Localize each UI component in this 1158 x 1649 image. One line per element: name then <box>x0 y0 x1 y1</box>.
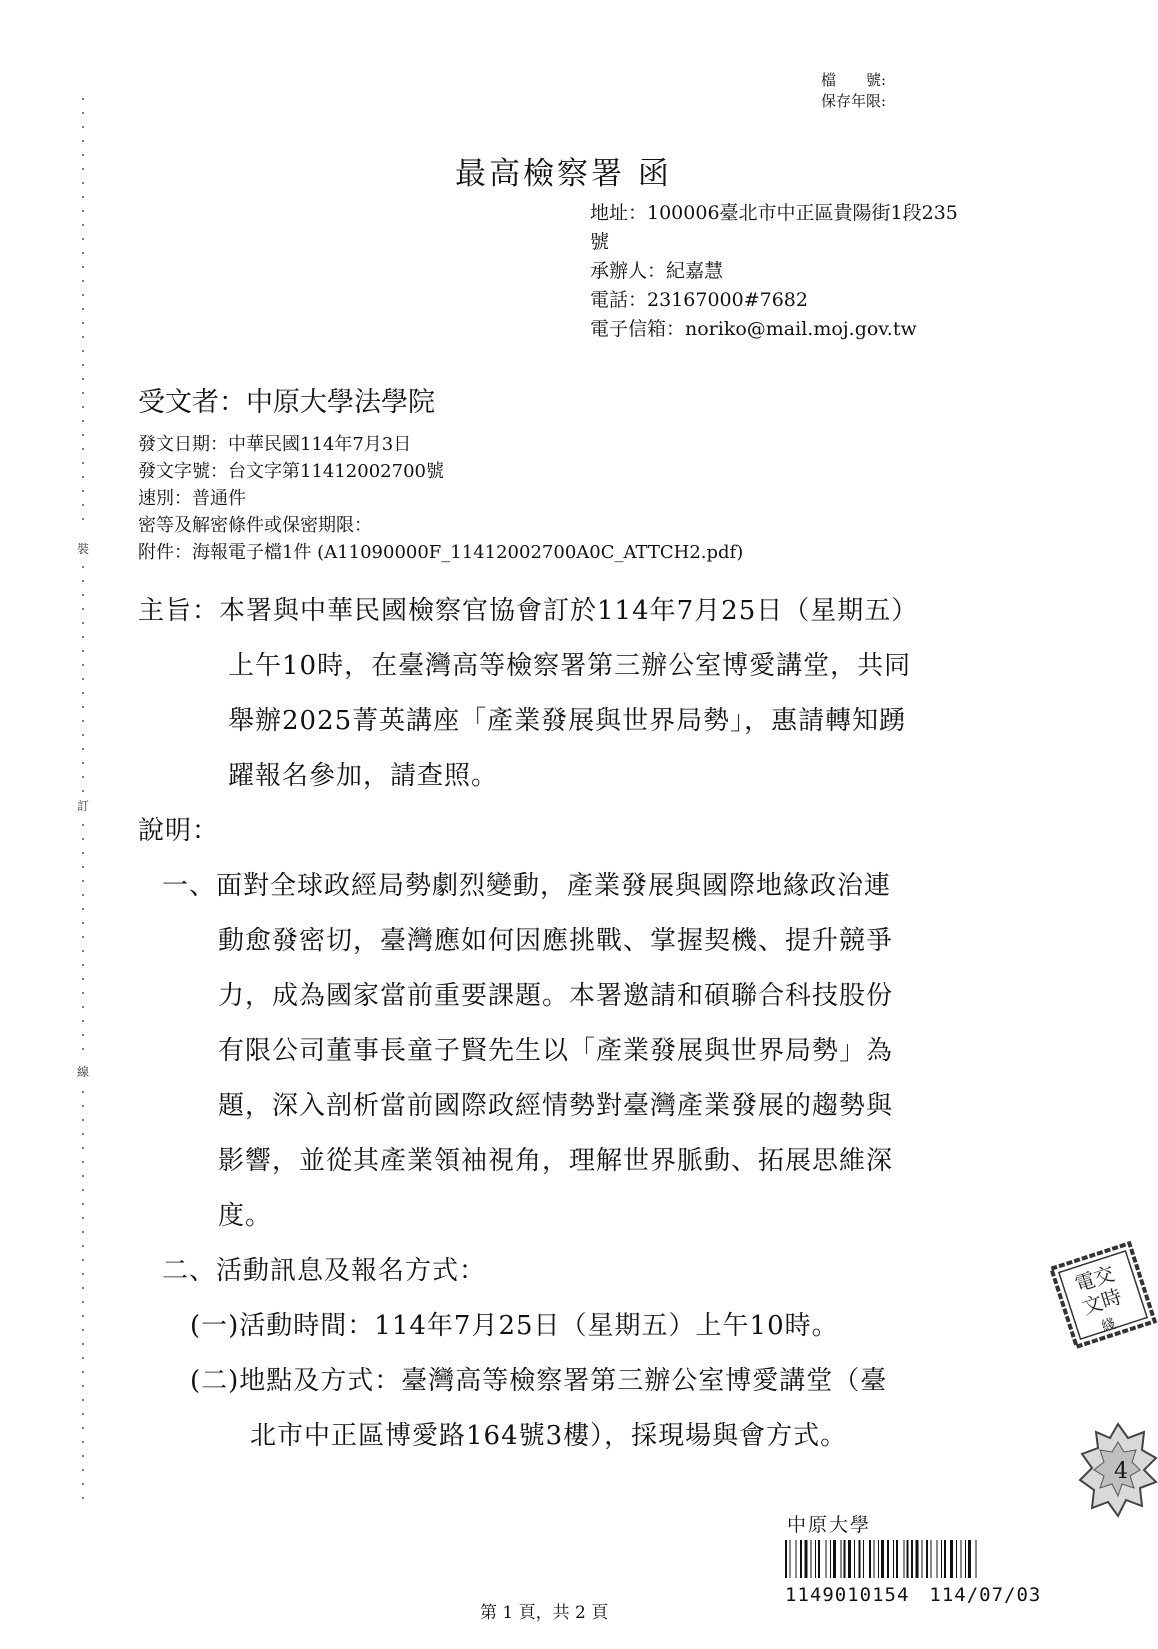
item1-line-5: 題，深入剖析當前國際政經情勢對臺灣產業發展的趨勢與 <box>218 1091 894 1121</box>
contact-handler: 承辦人：紀嘉慧 <box>590 260 724 282</box>
item1-line-2: 動愈發密切，臺灣應如何因應挑戰、掌握契機、提升競爭 <box>218 926 894 956</box>
staple-mark: 訂 <box>77 799 90 813</box>
item1-line-3: 力，成為國家當前重要課題。本署邀請和碩聯合科技股份 <box>218 981 894 1011</box>
item2-sub1: (一)活動時間：114年7月25日（星期五）上午10時。 <box>190 1311 839 1341</box>
subject-line-2: 上午10時，在臺灣高等檢察署第三辦公室博愛講堂，共同 <box>228 651 912 681</box>
subject-line-4: 躍報名參加，請查照。 <box>228 761 499 791</box>
binding-line-top <box>82 92 84 532</box>
item2-sub2-line-1: (二)地點及方式：臺灣高等檢察署第三辦公室博愛講堂（臺 <box>190 1366 888 1396</box>
issue-date: 發文日期：中華民國114年7月3日 <box>138 434 412 455</box>
document-title: 最高檢察署 函 <box>455 156 672 192</box>
barcode-number: 1149010154 114/07/03 <box>785 1584 1042 1606</box>
classification: 密等及解密條件或保密期限： <box>138 515 372 536</box>
document-number: 發文字號：台文字第11412002700號 <box>138 461 444 482</box>
binding-line-middle <box>82 560 84 792</box>
cut-line-mark: 線 <box>77 1065 90 1079</box>
subject-line-3: 舉辦2025菁英講座「產業發展與世界局勢」，惠請轉知踴 <box>228 706 907 736</box>
receiving-organization: 中原大學 <box>787 1514 872 1536</box>
contact-address-line2: 號 <box>590 231 610 253</box>
svg-text:文時: 文時 <box>1079 1284 1125 1320</box>
page-footer: 第 1 頁，共 2 頁 <box>480 1603 609 1623</box>
attachment: 附件：海報電子檔1件 (A11090000F_11412002700A0C_ATTCH2.pdf) <box>138 542 744 563</box>
contact-email: 電子信箱：noriko@mail.moj.gov.tw <box>590 318 917 340</box>
item2-sub2-line-2: 北市中正區博愛路164號3樓），採現場與會方式。 <box>250 1421 848 1451</box>
subject-line-1: 主旨：本署與中華民國檢察官協會訂於114年7月25日（星期五） <box>138 596 919 626</box>
recipient: 受文者：中原大學法學院 <box>138 387 435 418</box>
file-labels <box>802 70 886 112</box>
barcode <box>785 1540 1030 1578</box>
retention-period-label: 保存年限: <box>820 92 886 110</box>
svg-text:電交: 電交 <box>1071 1261 1118 1297</box>
binding-line-bottom <box>82 1085 84 1505</box>
electronic-exchange-seal <box>1046 1238 1158 1351</box>
svg-text:綫: 綫 <box>1099 1315 1118 1336</box>
page-number-stamp-text: 4 <box>1114 1459 1128 1484</box>
page-number-stamp <box>1078 1420 1158 1520</box>
binding-mark: 裝 <box>77 542 90 556</box>
item1-line-7: 度。 <box>218 1201 273 1231</box>
contact-address-line1: 地址：100006臺北市中正區貴陽街1段235 <box>590 202 958 224</box>
item1-line-4: 有限公司董事長童子賢先生以「產業發展與世界局勢」為 <box>218 1036 894 1066</box>
delivery-speed: 速別：普通件 <box>138 488 246 509</box>
binding-line-lower <box>82 818 84 1058</box>
file-number-label: 檔 號: <box>820 71 886 89</box>
item1-line-1: 一、面對全球政經局勢劇烈變動，產業發展與國際地緣政治連 <box>162 871 892 901</box>
item1-line-6: 影響，並從其產業領袖視角，理解世界脈動、拓展思維深 <box>218 1146 894 1176</box>
contact-phone: 電話：23167000#7682 <box>590 289 808 311</box>
explanation-label: 說明： <box>138 816 220 846</box>
item2-heading: 二、活動訊息及報名方式： <box>162 1256 487 1286</box>
